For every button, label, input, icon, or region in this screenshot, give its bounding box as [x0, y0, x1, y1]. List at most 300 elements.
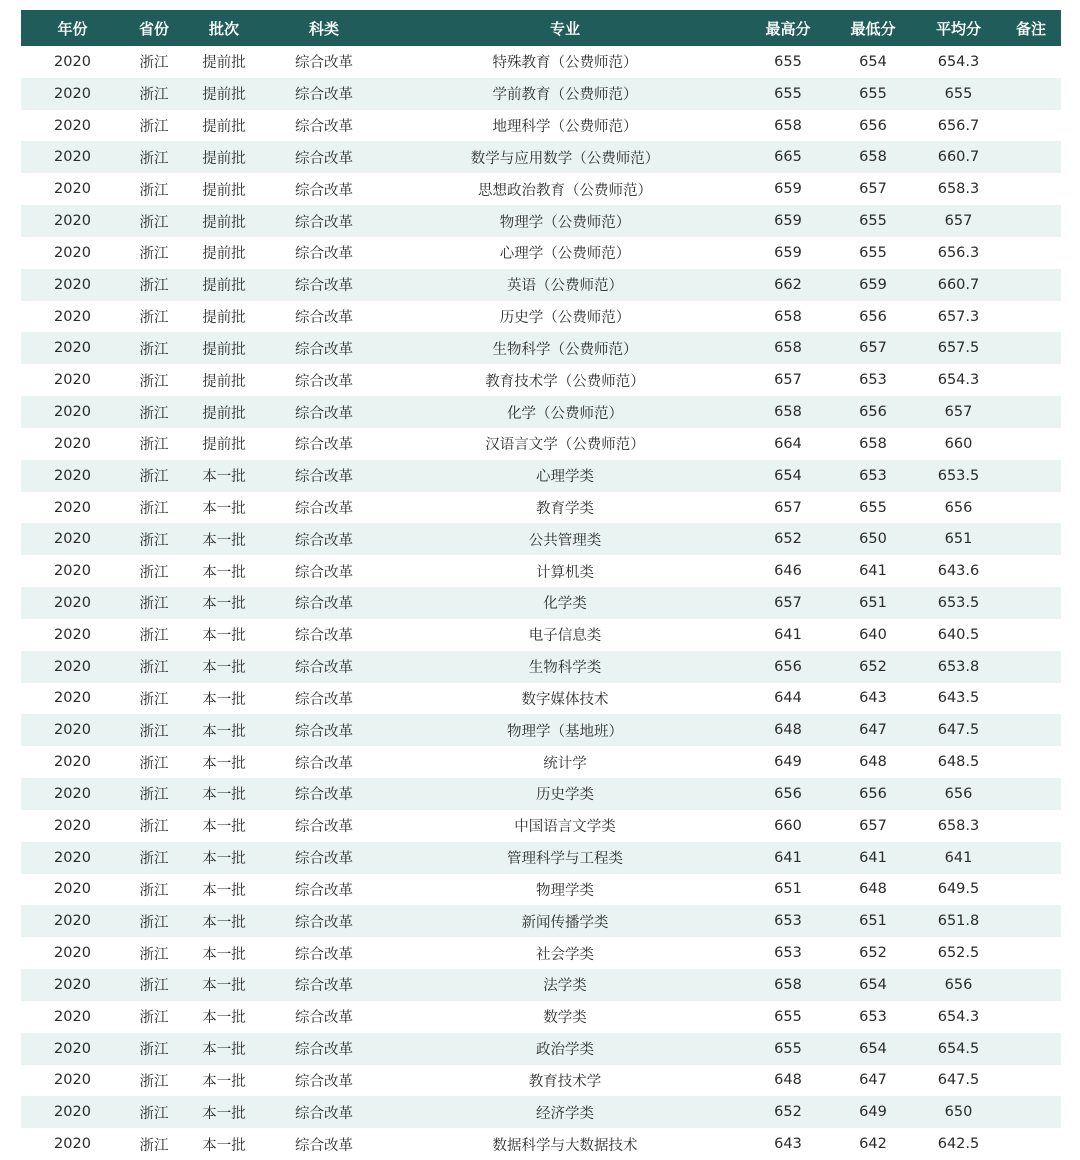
cell-year: 2020	[54, 1072, 91, 1089]
cell-max-score: 664	[774, 435, 802, 452]
cell-province: 浙江	[139, 150, 169, 167]
header-avg-score: 平均分	[935, 19, 981, 38]
cell-province: 浙江	[139, 628, 169, 645]
cell-year: 2020	[54, 881, 91, 898]
cell-major: 公共管理类	[528, 532, 602, 549]
cell-province: 浙江	[139, 214, 169, 231]
cell-major: 数学与应用数学（公费师范）	[470, 150, 660, 167]
cell-min-score: 655	[859, 85, 887, 102]
cell-remarks	[1001, 332, 1061, 364]
cell-avg-score: 655	[944, 85, 973, 102]
cell-max-score: 653	[774, 913, 802, 930]
cell-category: 综合改革	[295, 1073, 353, 1090]
cell-remarks	[1001, 1096, 1061, 1128]
cell-batch: 本一批	[202, 819, 246, 836]
cell-max-score: 641	[774, 626, 802, 643]
cell-min-score: 648	[859, 881, 887, 898]
cell-province: 浙江	[139, 341, 169, 358]
table-row	[21, 1001, 1061, 1033]
cell-remarks	[1001, 874, 1061, 906]
cell-batch: 提前批	[202, 373, 246, 390]
cell-avg-score: 647.5	[937, 722, 980, 739]
cell-year: 2020	[54, 499, 91, 516]
cell-remarks	[1001, 1128, 1061, 1160]
cell-max-score: 648	[774, 1072, 802, 1089]
cell-category: 综合改革	[295, 1137, 353, 1154]
cell-avg-score: 657.5	[937, 340, 980, 357]
cell-year: 2020	[54, 531, 91, 548]
cell-batch: 提前批	[202, 278, 246, 295]
cell-min-score: 653	[859, 1008, 887, 1025]
table-row	[21, 396, 1061, 428]
cell-min-score: 655	[859, 499, 887, 516]
table-row	[21, 1033, 1061, 1065]
cell-avg-score: 656	[944, 499, 973, 516]
cell-major: 英语（公费师范）	[507, 278, 623, 295]
cell-category: 综合改革	[295, 214, 353, 231]
cell-category: 综合改革	[295, 914, 353, 931]
cell-max-score: 658	[774, 340, 802, 357]
cell-min-score: 656	[859, 117, 887, 134]
cell-batch: 本一批	[202, 755, 246, 772]
cell-remarks	[1001, 810, 1061, 842]
cell-major: 计算机类	[536, 564, 594, 581]
cell-min-score: 657	[859, 181, 887, 198]
cell-major: 教育技术学	[528, 1073, 602, 1090]
cell-min-score: 642	[859, 1136, 887, 1153]
cell-province: 浙江	[139, 1073, 169, 1090]
cell-avg-score: 656.7	[937, 117, 980, 134]
cell-category: 综合改革	[295, 501, 353, 517]
table-header	[21, 10, 1061, 46]
cell-remarks	[1001, 110, 1061, 142]
cell-batch: 本一批	[202, 596, 246, 613]
cell-batch: 提前批	[202, 246, 246, 263]
cell-max-score: 646	[774, 563, 802, 580]
cell-year: 2020	[54, 563, 91, 580]
cell-category: 综合改革	[295, 978, 353, 995]
cell-province: 浙江	[139, 914, 169, 931]
cell-min-score: 658	[859, 435, 887, 452]
cell-max-score: 641	[774, 849, 802, 866]
table-row	[21, 46, 1061, 78]
cell-avg-score: 656	[944, 976, 973, 993]
cell-remarks	[1001, 778, 1061, 810]
table-row	[21, 460, 1061, 492]
cell-avg-score: 651.8	[937, 913, 980, 930]
cell-batch: 提前批	[202, 119, 246, 136]
cell-avg-score: 654.5	[937, 1040, 980, 1057]
cell-min-score: 659	[859, 276, 887, 293]
cell-max-score: 649	[774, 754, 802, 771]
cell-avg-score: 653.8	[937, 658, 980, 675]
table-row	[21, 937, 1061, 969]
cell-province: 浙江	[139, 437, 169, 454]
cell-year: 2020	[54, 181, 91, 198]
cell-year: 2020	[54, 690, 91, 707]
cell-avg-score: 648.5	[937, 754, 980, 771]
cell-max-score: 656	[774, 658, 802, 675]
cell-avg-score: 658.3	[937, 817, 980, 834]
header-row	[21, 10, 1061, 46]
cell-max-score: 657	[774, 372, 802, 389]
cell-province: 浙江	[139, 978, 169, 995]
cell-major: 物理学（公费师范）	[499, 214, 631, 231]
cell-major: 特殊教育（公费师范）	[492, 55, 638, 72]
admission-score-table-container	[21, 10, 1061, 1160]
cell-major: 经济学类	[536, 1105, 594, 1122]
cell-category: 综合改革	[295, 851, 353, 868]
cell-category: 综合改革	[295, 278, 353, 295]
table-row	[21, 842, 1061, 874]
table-row	[21, 332, 1061, 364]
table-row	[21, 683, 1061, 715]
cell-major: 政治学类	[536, 1042, 594, 1059]
cell-category: 综合改革	[295, 1010, 353, 1027]
cell-province: 浙江	[139, 469, 169, 486]
cell-major: 生物科学（公费师范）	[492, 341, 638, 358]
cell-major: 历史学类	[536, 787, 594, 804]
cell-avg-score: 657	[944, 213, 973, 230]
table-row	[21, 969, 1061, 1001]
cell-major: 统计学	[543, 755, 587, 772]
cell-max-score: 652	[774, 531, 802, 548]
cell-max-score: 659	[774, 244, 802, 261]
cell-province: 浙江	[139, 55, 169, 72]
cell-batch: 本一批	[202, 1010, 246, 1027]
cell-remarks	[1001, 237, 1061, 269]
cell-major: 教育技术学（公费师范）	[485, 373, 645, 390]
table-row	[21, 1096, 1061, 1128]
cell-category: 综合改革	[295, 1042, 353, 1059]
cell-province: 浙江	[139, 1105, 169, 1122]
cell-province: 浙江	[139, 1137, 169, 1154]
cell-max-score: 659	[774, 213, 802, 230]
cell-remarks	[1001, 1033, 1061, 1065]
cell-year: 2020	[54, 976, 91, 993]
cell-avg-score: 643.6	[937, 563, 980, 580]
table-row	[21, 778, 1061, 810]
cell-max-score: 658	[774, 308, 802, 325]
cell-remarks	[1001, 714, 1061, 746]
table-row	[21, 173, 1061, 205]
cell-remarks	[1001, 269, 1061, 301]
cell-max-score: 654	[774, 467, 802, 484]
cell-min-score: 652	[859, 658, 887, 675]
cell-province: 浙江	[139, 596, 169, 613]
cell-avg-score: 650	[944, 1104, 973, 1121]
cell-min-score: 656	[859, 308, 887, 325]
cell-min-score: 651	[859, 913, 887, 930]
header-remarks: 备注	[1015, 19, 1046, 38]
cell-remarks	[1001, 683, 1061, 715]
cell-min-score: 652	[859, 945, 887, 962]
cell-year: 2020	[54, 945, 91, 962]
cell-major: 管理科学与工程类	[507, 851, 623, 868]
cell-min-score: 648	[859, 754, 887, 771]
cell-remarks	[1001, 141, 1061, 173]
cell-province: 浙江	[139, 373, 169, 390]
cell-category: 综合改革	[295, 882, 353, 899]
cell-min-score: 654	[859, 976, 887, 993]
cell-major: 数学类	[543, 1010, 587, 1027]
cell-year: 2020	[54, 754, 91, 771]
cell-remarks	[1001, 969, 1061, 1001]
cell-batch: 提前批	[202, 437, 246, 454]
table-row	[21, 364, 1061, 396]
cell-batch: 本一批	[202, 1042, 246, 1059]
cell-batch: 本一批	[202, 501, 246, 517]
header-major: 专业	[549, 19, 580, 38]
cell-min-score: 657	[859, 817, 887, 834]
cell-max-score: 656	[774, 785, 802, 802]
cell-major: 历史学（公费师范）	[499, 310, 631, 327]
cell-province: 浙江	[139, 755, 169, 772]
cell-province: 浙江	[139, 1042, 169, 1059]
cell-major: 心理学（公费师范）	[499, 246, 631, 263]
cell-province: 浙江	[139, 278, 169, 295]
cell-avg-score: 649.5	[937, 881, 980, 898]
cell-batch: 本一批	[202, 914, 246, 931]
table-row	[21, 492, 1061, 524]
cell-year: 2020	[54, 340, 91, 357]
cell-max-score: 644	[774, 690, 802, 707]
cell-remarks	[1001, 905, 1061, 937]
cell-year: 2020	[54, 372, 91, 389]
header-category: 科类	[308, 19, 339, 38]
cell-max-score: 655	[774, 53, 802, 70]
cell-category: 综合改革	[295, 787, 353, 804]
cell-province: 浙江	[139, 182, 169, 199]
cell-province: 浙江	[139, 819, 169, 836]
cell-year: 2020	[54, 722, 91, 739]
cell-min-score: 654	[859, 53, 887, 70]
cell-remarks	[1001, 937, 1061, 969]
cell-batch: 本一批	[202, 1073, 246, 1090]
cell-major: 数字媒体技术	[521, 691, 609, 708]
cell-batch: 本一批	[202, 1137, 246, 1154]
cell-major: 学前教育（公费师范）	[492, 87, 638, 104]
header-batch: 批次	[208, 19, 239, 38]
cell-batch: 本一批	[202, 723, 246, 740]
cell-category: 综合改革	[295, 660, 353, 677]
cell-avg-score: 640.5	[937, 626, 980, 643]
cell-remarks	[1001, 46, 1061, 78]
cell-max-score: 655	[774, 85, 802, 102]
cell-avg-score: 657	[944, 404, 973, 421]
cell-batch: 本一批	[202, 1105, 246, 1122]
cell-min-score: 654	[859, 1040, 887, 1057]
cell-batch: 提前批	[202, 182, 246, 199]
cell-avg-score: 643.5	[937, 690, 980, 707]
cell-avg-score: 658.3	[937, 181, 980, 198]
cell-remarks	[1001, 1001, 1061, 1033]
cell-batch: 本一批	[202, 978, 246, 995]
table-row	[21, 1065, 1061, 1097]
cell-batch: 提前批	[202, 341, 246, 358]
table-row	[21, 428, 1061, 460]
cell-batch: 本一批	[202, 660, 246, 677]
admission-score-table	[21, 10, 1061, 1160]
cell-avg-score: 647.5	[937, 1072, 980, 1089]
table-row	[21, 269, 1061, 301]
cell-remarks	[1001, 301, 1061, 333]
table-row	[21, 110, 1061, 142]
table-row	[21, 746, 1061, 778]
cell-avg-score: 641	[944, 849, 973, 866]
table-row	[21, 1128, 1061, 1160]
cell-avg-score: 657.3	[937, 308, 980, 325]
cell-avg-score: 656.3	[937, 244, 980, 261]
cell-major: 社会学类	[536, 946, 594, 963]
cell-province: 浙江	[139, 882, 169, 899]
table-body	[21, 46, 1061, 1160]
cell-year: 2020	[54, 467, 91, 484]
cell-min-score: 650	[859, 531, 887, 548]
cell-year: 2020	[54, 53, 91, 70]
table-row	[21, 523, 1061, 555]
cell-province: 浙江	[139, 723, 169, 740]
cell-min-score: 655	[859, 213, 887, 230]
cell-max-score: 659	[774, 181, 802, 198]
cell-province: 浙江	[139, 564, 169, 581]
cell-major: 心理学类	[536, 469, 594, 486]
cell-remarks	[1001, 173, 1061, 205]
cell-remarks	[1001, 205, 1061, 237]
cell-max-score: 660	[774, 817, 802, 834]
cell-min-score: 655	[859, 244, 887, 261]
cell-major: 汉语言文学（公费师范）	[485, 437, 645, 454]
cell-category: 综合改革	[295, 819, 353, 836]
cell-year: 2020	[54, 404, 91, 421]
cell-batch: 本一批	[202, 564, 246, 581]
cell-province: 浙江	[139, 405, 169, 422]
cell-batch: 提前批	[202, 150, 246, 167]
cell-batch: 提前批	[202, 87, 246, 104]
cell-min-score: 651	[859, 594, 887, 611]
cell-min-score: 643	[859, 690, 887, 707]
cell-major: 电子信息类	[528, 628, 602, 645]
header-max-score: 最高分	[765, 19, 811, 38]
cell-major: 生物科学类	[528, 660, 602, 677]
cell-avg-score: 654.3	[937, 372, 980, 389]
cell-avg-score: 654.3	[937, 1008, 980, 1025]
cell-remarks	[1001, 619, 1061, 651]
cell-province: 浙江	[139, 119, 169, 136]
cell-max-score: 652	[774, 1104, 802, 1121]
cell-year: 2020	[54, 849, 91, 866]
cell-remarks	[1001, 746, 1061, 778]
cell-avg-score: 660.7	[937, 149, 980, 166]
header-year: 年份	[57, 19, 88, 38]
cell-category: 综合改革	[295, 150, 353, 167]
cell-province: 浙江	[139, 532, 169, 549]
cell-province: 浙江	[139, 1010, 169, 1027]
cell-year: 2020	[54, 1136, 91, 1153]
cell-min-score: 656	[859, 785, 887, 802]
cell-major: 化学类	[543, 596, 587, 613]
cell-remarks	[1001, 460, 1061, 492]
table-row	[21, 237, 1061, 269]
cell-batch: 本一批	[202, 469, 246, 486]
cell-remarks	[1001, 364, 1061, 396]
cell-remarks	[1001, 396, 1061, 428]
cell-category: 综合改革	[295, 405, 353, 422]
cell-category: 综合改革	[295, 755, 353, 772]
cell-max-score: 658	[774, 117, 802, 134]
table-row	[21, 810, 1061, 842]
cell-category: 综合改革	[295, 182, 353, 199]
cell-category: 综合改革	[295, 341, 353, 358]
header-min-score: 最低分	[850, 19, 896, 38]
cell-year: 2020	[54, 276, 91, 293]
cell-max-score: 655	[774, 1008, 802, 1025]
cell-remarks	[1001, 78, 1061, 110]
cell-year: 2020	[54, 626, 91, 643]
cell-category: 综合改革	[295, 87, 353, 104]
cell-year: 2020	[54, 435, 91, 452]
cell-min-score: 657	[859, 340, 887, 357]
cell-major: 法学类	[543, 978, 587, 995]
cell-avg-score: 652.5	[937, 945, 980, 962]
cell-year: 2020	[54, 213, 91, 230]
cell-category: 综合改革	[295, 691, 353, 708]
cell-year: 2020	[54, 1008, 91, 1025]
table-row	[21, 905, 1061, 937]
cell-year: 2020	[54, 244, 91, 261]
cell-min-score: 647	[859, 1072, 887, 1089]
cell-year: 2020	[54, 817, 91, 834]
cell-max-score: 655	[774, 1040, 802, 1057]
cell-year: 2020	[54, 913, 91, 930]
cell-major: 思想政治教育（公费师范）	[478, 182, 652, 199]
cell-remarks	[1001, 587, 1061, 619]
cell-category: 综合改革	[295, 532, 353, 549]
cell-avg-score: 660.7	[937, 276, 980, 293]
cell-category: 综合改革	[295, 246, 353, 263]
cell-avg-score: 653.5	[937, 594, 980, 611]
cell-avg-score: 656	[944, 785, 973, 802]
cell-max-score: 658	[774, 404, 802, 421]
cell-max-score: 643	[774, 1136, 802, 1153]
cell-category: 综合改革	[295, 596, 353, 613]
cell-batch: 本一批	[202, 946, 246, 963]
cell-max-score: 648	[774, 722, 802, 739]
cell-year: 2020	[54, 785, 91, 802]
cell-min-score: 653	[859, 372, 887, 389]
cell-province: 浙江	[139, 310, 169, 327]
cell-max-score: 651	[774, 881, 802, 898]
cell-batch: 本一批	[202, 691, 246, 708]
cell-category: 综合改革	[295, 1105, 353, 1122]
cell-batch: 本一批	[202, 851, 246, 868]
cell-remarks	[1001, 523, 1061, 555]
cell-province: 浙江	[139, 246, 169, 263]
cell-avg-score: 653.5	[937, 467, 980, 484]
cell-batch: 提前批	[202, 55, 246, 72]
cell-batch: 本一批	[202, 628, 246, 645]
cell-max-score: 657	[774, 499, 802, 516]
cell-year: 2020	[54, 1104, 91, 1121]
cell-avg-score: 660	[944, 435, 973, 452]
table-row	[21, 205, 1061, 237]
cell-major: 地理科学（公费师范）	[492, 119, 638, 136]
cell-min-score: 658	[859, 149, 887, 166]
cell-avg-score: 654.3	[937, 53, 980, 70]
cell-province: 浙江	[139, 501, 169, 517]
cell-batch: 本一批	[202, 532, 246, 549]
cell-category: 综合改革	[295, 437, 353, 454]
